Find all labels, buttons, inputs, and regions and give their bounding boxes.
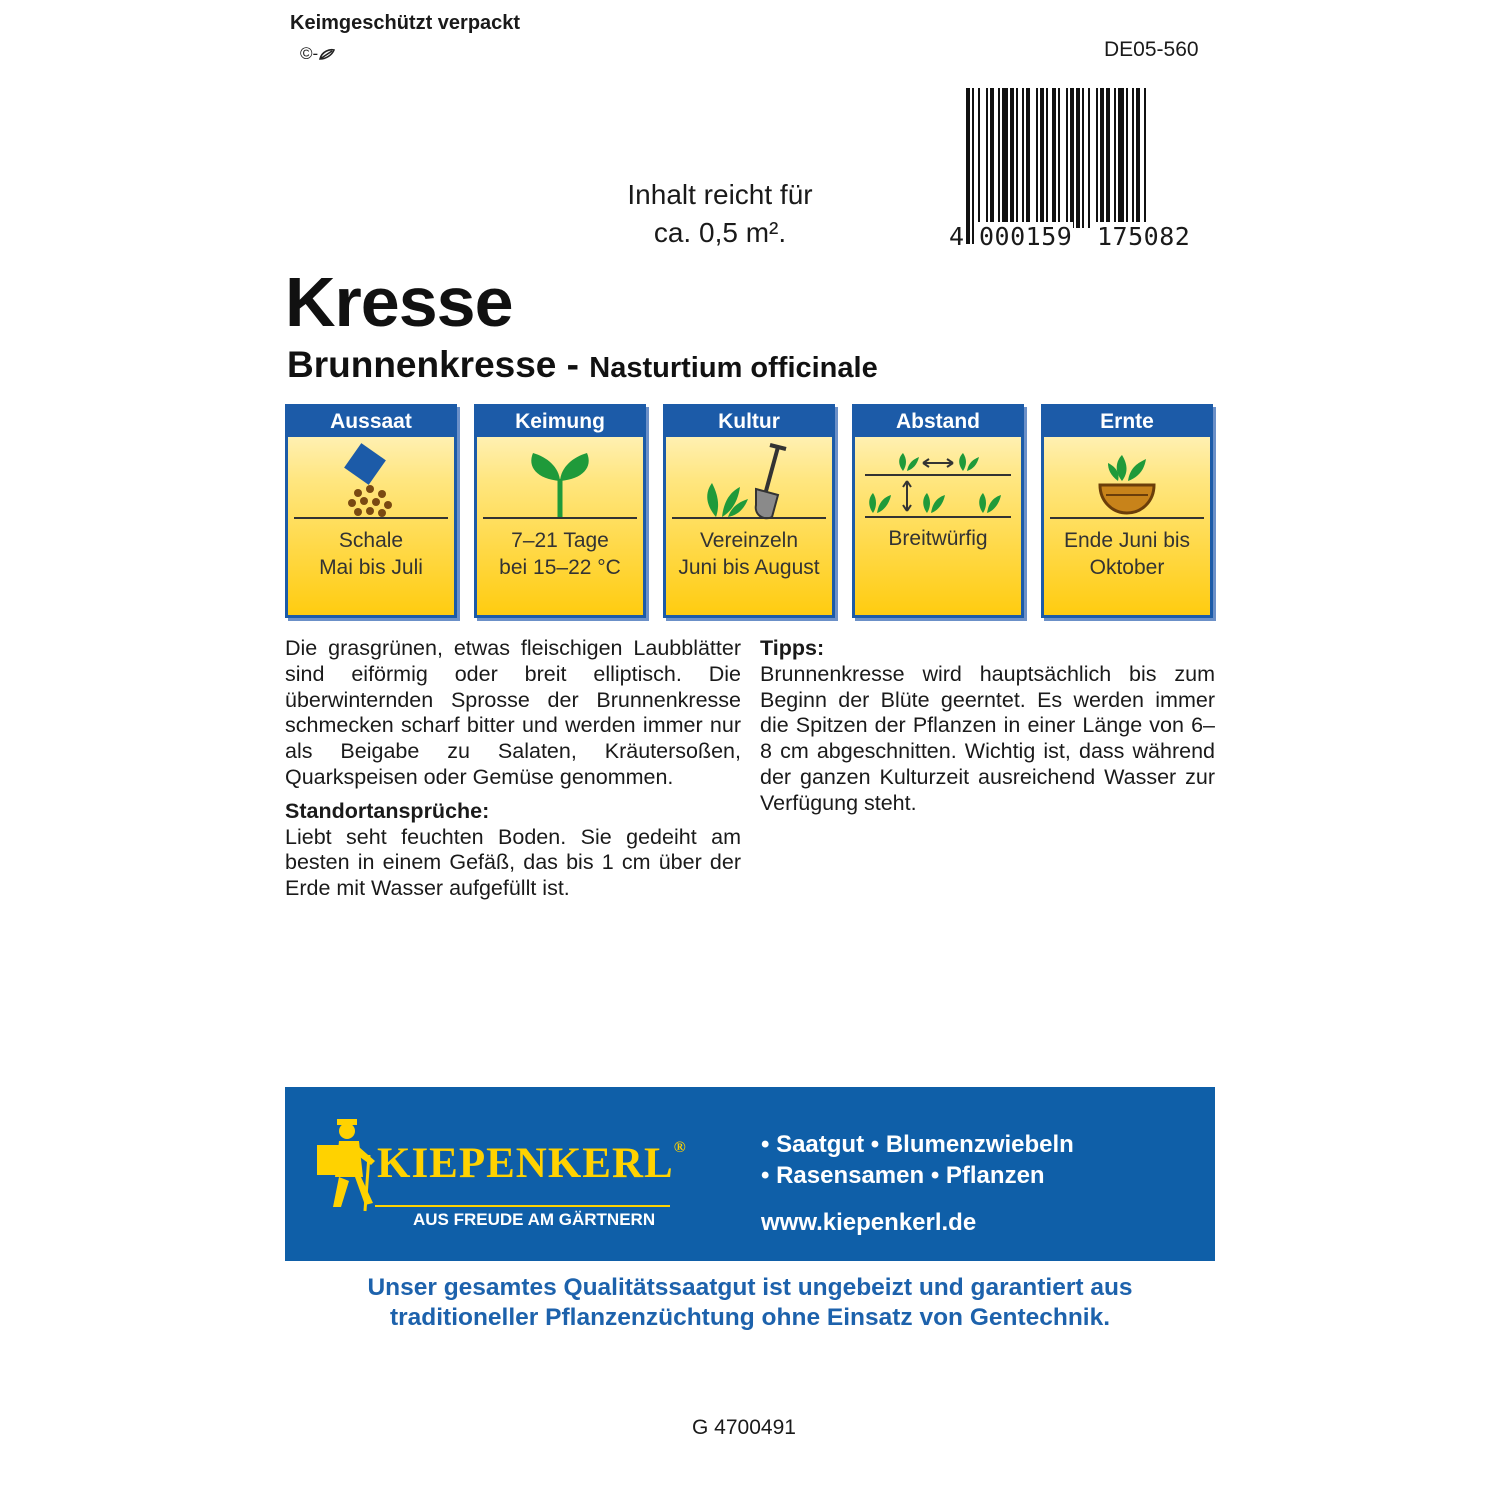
brand-banner (285, 1087, 1215, 1261)
barcode-bar (1022, 88, 1024, 228)
card-line-1: Breitwürfig (888, 527, 988, 550)
product-subtitle (287, 344, 878, 386)
barcode-bar (1036, 88, 1038, 228)
card-line-1: 7–21 Tage (511, 529, 609, 552)
ground-line (1050, 517, 1204, 519)
card-header: Abstand (855, 407, 1021, 437)
description-column (285, 636, 741, 902)
card-header: Ernte (1044, 407, 1210, 437)
barcode-bars (962, 88, 1212, 244)
harvest-basket-icon (1044, 439, 1210, 523)
website-link[interactable]: www.kiepenkerl.de (761, 1209, 977, 1236)
spade-plants-icon (666, 439, 832, 523)
brand-name: KIEPENKERL (377, 1140, 674, 1187)
plant-variety-icon (318, 47, 336, 61)
card-text (288, 527, 454, 581)
barcode-bar (1010, 88, 1014, 228)
barcode-bar (1070, 88, 1074, 228)
card-ernte (1041, 404, 1213, 618)
quality-line-2: traditioneller Pflanzenzüchtung ohne Einsatz von Gentechnik. (389, 1304, 1111, 1331)
article-number: DE05-560 (1104, 38, 1199, 61)
quality-line-1: Unser gesamtes Qualitätssaatgut ist ungebeizt und garantiert aus (367, 1274, 1133, 1301)
kiepenkerl-mascot-icon (313, 1115, 377, 1215)
barcode-bar (1100, 88, 1104, 228)
ground-line (294, 517, 448, 519)
barcode-bar (998, 88, 1000, 228)
coverage-line-1: Inhalt reicht für (627, 179, 813, 210)
barcode-bar (972, 88, 974, 244)
copyright-mark (300, 44, 336, 64)
location-text: Liebt seht feuchten Boden. Sie gedeiht am besten in einem Gefäß, das bis 1 cm über der Erde mit Wasser aufgefüllt ist. (285, 824, 741, 901)
ground-line (672, 517, 826, 519)
card-line-1: Vereinzeln (699, 529, 799, 552)
card-line-2: Mai bis Juli (319, 556, 423, 579)
barcode-group-1: 000159 (979, 222, 1073, 251)
barcode-bar (1106, 88, 1110, 228)
card-text (666, 527, 832, 581)
barcode-bar (1040, 88, 1044, 228)
barcode-group-2: 175082 (1097, 222, 1191, 251)
seed-packet-icon (288, 439, 454, 523)
location-heading: Standortansprüche: (285, 798, 490, 823)
coverage-line-2: ca. 0,5 m². (653, 217, 787, 248)
barcode-bar (1082, 88, 1084, 228)
barcode (949, 88, 1212, 251)
barcode-bar (1118, 88, 1124, 228)
cultivation-cards (285, 404, 1215, 620)
tips-text: Brunnenkresse wird hauptsächlich bis zum Beginn der Blüte geerntet. Es werden immer die Spitzen der Pflanzen in einer Länge von 6–8 cm abgeschnitten. Wichtig ist, dass während der ganzen Kulturzeit ausreichend Wasser zur Verfügung steht. (760, 661, 1215, 815)
barcode-bar (1066, 88, 1068, 228)
barcode-bar (1096, 88, 1098, 228)
barcode-bar (1132, 88, 1134, 228)
coverage-info (580, 176, 860, 252)
card-keimung (474, 404, 646, 618)
tips-column (760, 636, 1215, 817)
barcode-bar (1002, 88, 1008, 228)
card-aussaat (285, 404, 457, 618)
print-code: G 4700491 (692, 1416, 796, 1439)
card-line-2: bei 15–22 °C (499, 556, 621, 579)
barcode-bar (1088, 88, 1090, 228)
barcode-bar (1136, 88, 1140, 244)
brand-tagline: AUS FREUDE AM GÄRTNERN (413, 1210, 656, 1229)
card-line-1: Schale (338, 529, 404, 552)
barcode-digit-lead: 4 (949, 222, 965, 251)
logo-divider (375, 1205, 670, 1207)
card-line-2: Oktober (1089, 556, 1165, 579)
product-range-line-1: • Saatgut • Blumenzwiebeln (761, 1131, 1074, 1158)
product-title: Kresse (285, 263, 513, 341)
barcode-bar (990, 88, 994, 228)
variety-name: Brunnenkresse (287, 344, 557, 385)
packaging-note: Keimgeschützt verpackt (290, 12, 521, 34)
card-abstand (852, 404, 1024, 618)
brand-logo (377, 1139, 687, 1188)
spacing-icon (855, 439, 1021, 523)
card-text (1044, 527, 1210, 581)
barcode-bar (966, 88, 970, 244)
copyright-text: ©- (300, 44, 319, 63)
barcode-bar (1026, 88, 1030, 228)
barcode-bar (1114, 88, 1116, 228)
barcode-bar (1016, 88, 1018, 228)
product-range-line-2: • Rasensamen • Pflanzen (761, 1162, 1045, 1189)
barcode-bar (1076, 88, 1080, 228)
barcode-bar (1126, 88, 1128, 228)
card-header: Kultur (666, 407, 832, 437)
barcode-bar (1052, 88, 1056, 228)
registered-mark: ® (673, 1139, 687, 1156)
card-header: Aussaat (288, 407, 454, 437)
subtitle-separator: - (566, 344, 579, 385)
description-intro: Die grasgrünen, etwas fleischigen Laubblätter sind eiförmig oder breit elliptisch. Die überwinternden Sprosse der Brunnenkresse schmecken scharf bitter und werden immer nur als Beigabe zu Salaten, Kräutersoßen, Quarkspeisen oder Gemüse genommen. (285, 636, 741, 789)
ground-line (483, 517, 637, 519)
card-header: Keimung (477, 407, 643, 437)
card-text (855, 525, 1021, 552)
barcode-bar (978, 88, 980, 228)
barcode-bar (986, 88, 988, 228)
barcode-bar (1058, 88, 1060, 244)
card-line-1: Ende Juni bis (1063, 529, 1191, 552)
latin-name: Nasturtium officinale (589, 352, 878, 384)
card-line-2: Juni bis August (678, 556, 820, 579)
card-text (477, 527, 643, 581)
card-kultur (663, 404, 835, 618)
sprout-icon (477, 439, 643, 523)
barcode-bar (1144, 88, 1146, 244)
quality-statement (285, 1273, 1215, 1333)
barcode-bar (1046, 88, 1048, 228)
tips-heading: Tipps: (760, 636, 825, 660)
